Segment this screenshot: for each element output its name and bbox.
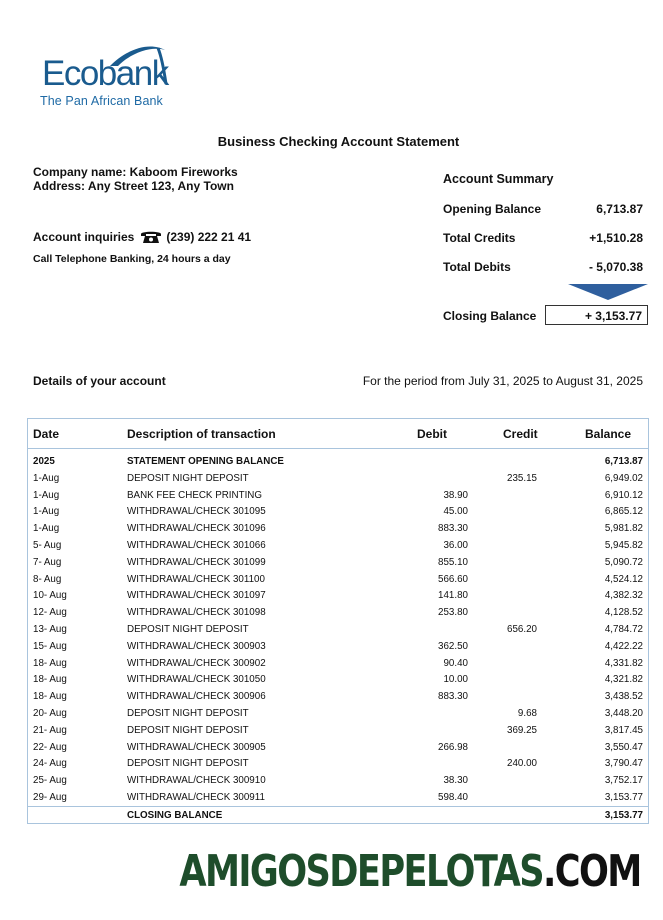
cell-balance: 5,945.82 bbox=[604, 539, 643, 551]
cell-balance: 3,448.20 bbox=[604, 707, 643, 719]
table-row bbox=[28, 656, 648, 673]
watermark bbox=[180, 846, 641, 897]
transactions-table bbox=[27, 418, 649, 824]
watermark-suffix: .COM bbox=[543, 846, 641, 897]
opening-balance-value: 6,713.87 bbox=[596, 202, 643, 216]
cell-date: 1-Aug bbox=[33, 489, 60, 501]
cell-balance: 4,422.22 bbox=[604, 640, 643, 652]
cell-date: 2025 bbox=[33, 456, 55, 467]
cell-debit: 883.30 bbox=[438, 691, 468, 703]
cell-description: WITHDRAWAL/CHECK 300902 bbox=[127, 657, 266, 669]
closing-row-balance: 3,153.77 bbox=[604, 810, 643, 821]
cell-description: WITHDRAWAL/CHECK 301100 bbox=[127, 573, 265, 585]
telephone-banking-note: Call Telephone Banking, 24 hours a day bbox=[33, 253, 231, 265]
table-row bbox=[28, 756, 648, 773]
cell-debit: 566.60 bbox=[438, 573, 468, 585]
total-credits-value: +1,510.28 bbox=[589, 231, 643, 245]
cell-description: WITHDRAWAL/CHECK 300910 bbox=[127, 775, 266, 787]
header-debit: Debit bbox=[417, 427, 447, 441]
cell-date: 12- Aug bbox=[33, 607, 67, 619]
table-row bbox=[28, 740, 648, 757]
cell-balance: 3,817.45 bbox=[604, 724, 643, 736]
table-row bbox=[28, 488, 648, 505]
cell-date: 22- Aug bbox=[33, 741, 67, 753]
account-summary-title: Account Summary bbox=[443, 172, 554, 186]
company-name: Company name: Kaboom Fireworks bbox=[33, 165, 238, 179]
table-row bbox=[28, 790, 648, 807]
cell-description: WITHDRAWAL/CHECK 300903 bbox=[127, 640, 266, 652]
cell-description: WITHDRAWAL/CHECK 301099 bbox=[127, 556, 266, 568]
ecobank-logo bbox=[40, 44, 180, 114]
cell-debit: 598.40 bbox=[438, 791, 468, 803]
cell-credit: 235.15 bbox=[507, 472, 537, 484]
header-description: Description of transaction bbox=[127, 427, 276, 441]
cell-debit: 90.40 bbox=[443, 657, 468, 669]
table-row bbox=[28, 454, 648, 471]
header-credit: Credit bbox=[503, 427, 538, 441]
cell-debit: 883.30 bbox=[438, 523, 468, 535]
table-row bbox=[28, 706, 648, 723]
cell-date: 25- Aug bbox=[33, 775, 67, 787]
cell-date: 8- Aug bbox=[33, 573, 62, 585]
total-credits-label: Total Credits bbox=[443, 231, 516, 245]
table-header bbox=[28, 419, 648, 449]
table-row bbox=[28, 555, 648, 572]
company-address: Address: Any Street 123, Any Town bbox=[33, 179, 234, 193]
cell-description: DEPOSIT NIGHT DEPOSIT bbox=[127, 623, 249, 635]
cell-debit: 10.00 bbox=[443, 674, 468, 686]
cell-date: 1-Aug bbox=[33, 506, 60, 518]
cell-description: WITHDRAWAL/CHECK 300911 bbox=[127, 791, 265, 803]
cell-date: 7- Aug bbox=[33, 556, 62, 568]
cell-description: WITHDRAWAL/CHECK 301097 bbox=[127, 590, 266, 602]
down-arrow-icon bbox=[568, 284, 648, 300]
cell-description: WITHDRAWAL/CHECK 301098 bbox=[127, 607, 266, 619]
table-row bbox=[28, 588, 648, 605]
opening-balance-label: Opening Balance bbox=[443, 202, 542, 216]
cell-date: 1-Aug bbox=[33, 472, 60, 484]
cell-balance: 6,949.02 bbox=[604, 472, 643, 484]
total-debits-label: Total Debits bbox=[443, 260, 511, 274]
cell-debit: 36.00 bbox=[443, 539, 468, 551]
statement-period: For the period from July 31, 2025 to August 31, 2025 bbox=[362, 374, 643, 388]
cell-description: WITHDRAWAL/CHECK 300906 bbox=[127, 691, 266, 703]
cell-balance: 4,128.52 bbox=[604, 607, 643, 619]
logo-wordmark: Ecobank bbox=[42, 54, 168, 93]
cell-date: 29- Aug bbox=[33, 791, 67, 803]
cell-balance: 6,865.12 bbox=[604, 506, 643, 518]
cell-debit: 38.30 bbox=[443, 775, 468, 787]
cell-balance: 5,090.72 bbox=[604, 556, 643, 568]
company-info bbox=[33, 165, 238, 193]
account-inquiries bbox=[33, 230, 251, 244]
cell-debit: 362.50 bbox=[438, 640, 468, 652]
cell-description: STATEMENT OPENING BALANCE bbox=[127, 456, 284, 467]
cell-balance: 3,550.47 bbox=[604, 741, 643, 753]
cell-balance: 6,910.12 bbox=[604, 489, 643, 501]
cell-debit: 855.10 bbox=[438, 556, 468, 568]
table-row bbox=[28, 689, 648, 706]
table-row bbox=[28, 504, 648, 521]
cell-debit: 266.98 bbox=[438, 741, 468, 753]
cell-balance: 3,153.77 bbox=[604, 791, 643, 803]
watermark-main: AMIGOSDEPELOTAS bbox=[179, 846, 544, 897]
cell-description: WITHDRAWAL/CHECK 301050 bbox=[127, 674, 266, 686]
table-row bbox=[28, 773, 648, 790]
cell-balance: 3,438.52 bbox=[604, 691, 643, 703]
closing-balance-value: + 3,153.77 bbox=[545, 305, 648, 325]
table-row bbox=[28, 572, 648, 589]
cell-balance: 5,981.82 bbox=[604, 523, 643, 535]
cell-date: 18- Aug bbox=[33, 691, 67, 703]
cell-balance: 3,790.47 bbox=[604, 758, 643, 770]
cell-credit: 656.20 bbox=[507, 623, 537, 635]
cell-credit: 9.68 bbox=[517, 707, 537, 719]
cell-description: WITHDRAWAL/CHECK 301066 bbox=[127, 539, 266, 551]
statement-title: Business Checking Account Statement bbox=[217, 134, 460, 149]
cell-description: WITHDRAWAL/CHECK 301096 bbox=[127, 523, 266, 535]
cell-date: 1-Aug bbox=[33, 523, 60, 535]
cell-balance: 4,331.82 bbox=[604, 657, 643, 669]
telephone-icon bbox=[140, 230, 162, 244]
table-row bbox=[28, 639, 648, 656]
cell-description: DEPOSIT NIGHT DEPOSIT bbox=[127, 758, 249, 770]
cell-date: 20- Aug bbox=[33, 707, 67, 719]
cell-date: 5- Aug bbox=[33, 539, 62, 551]
details-label: Details of your account bbox=[33, 374, 166, 388]
logo-tagline: The Pan African Bank bbox=[40, 94, 163, 108]
cell-date: 15- Aug bbox=[33, 640, 67, 652]
cell-credit: 240.00 bbox=[507, 758, 537, 770]
table-row bbox=[28, 538, 648, 555]
cell-credit: 369.25 bbox=[507, 724, 537, 736]
cell-date: 18- Aug bbox=[33, 674, 67, 686]
cell-balance: 4,382.32 bbox=[604, 590, 643, 602]
cell-date: 24- Aug bbox=[33, 758, 67, 770]
cell-balance: 4,321.82 bbox=[604, 674, 643, 686]
cell-debit: 141.80 bbox=[438, 590, 468, 602]
cell-debit: 38.90 bbox=[443, 489, 468, 501]
cell-description: DEPOSIT NIGHT DEPOSIT bbox=[127, 724, 249, 736]
table-row bbox=[28, 672, 648, 689]
total-debits-value: - 5,070.38 bbox=[588, 260, 643, 274]
inquiries-phone: (239) 222 21 41 bbox=[166, 230, 252, 244]
cell-balance: 4,784.72 bbox=[604, 623, 643, 635]
table-row bbox=[28, 471, 648, 488]
table-row bbox=[28, 521, 648, 538]
closing-row-label: CLOSING BALANCE bbox=[127, 810, 223, 821]
closing-balance-label: Closing Balance bbox=[443, 309, 537, 323]
cell-date: 21- Aug bbox=[33, 724, 67, 736]
cell-date: 18- Aug bbox=[33, 657, 67, 669]
table-row bbox=[28, 605, 648, 622]
cell-description: DEPOSIT NIGHT DEPOSIT bbox=[127, 472, 249, 484]
cell-balance: 4,524.12 bbox=[604, 573, 643, 585]
table-row bbox=[28, 723, 648, 740]
cell-debit: 253.80 bbox=[438, 607, 468, 619]
cell-date: 13- Aug bbox=[33, 623, 67, 635]
cell-balance: 6,713.87 bbox=[604, 456, 643, 467]
cell-balance: 3,752.17 bbox=[604, 775, 643, 787]
inquiries-label: Account inquiries bbox=[33, 230, 135, 244]
cell-date: 10- Aug bbox=[33, 590, 67, 602]
cell-debit: 45.00 bbox=[443, 506, 468, 518]
cell-description: DEPOSIT NIGHT DEPOSIT bbox=[127, 707, 249, 719]
cell-description: BANK FEE CHECK PRINTING bbox=[127, 489, 262, 501]
closing-balance-row bbox=[28, 806, 648, 824]
header-date: Date bbox=[33, 427, 60, 441]
table-row bbox=[28, 622, 648, 639]
table-body bbox=[28, 454, 648, 807]
cell-description: WITHDRAWAL/CHECK 301095 bbox=[127, 506, 266, 518]
header-balance: Balance bbox=[585, 427, 632, 441]
cell-description: WITHDRAWAL/CHECK 300905 bbox=[127, 741, 266, 753]
